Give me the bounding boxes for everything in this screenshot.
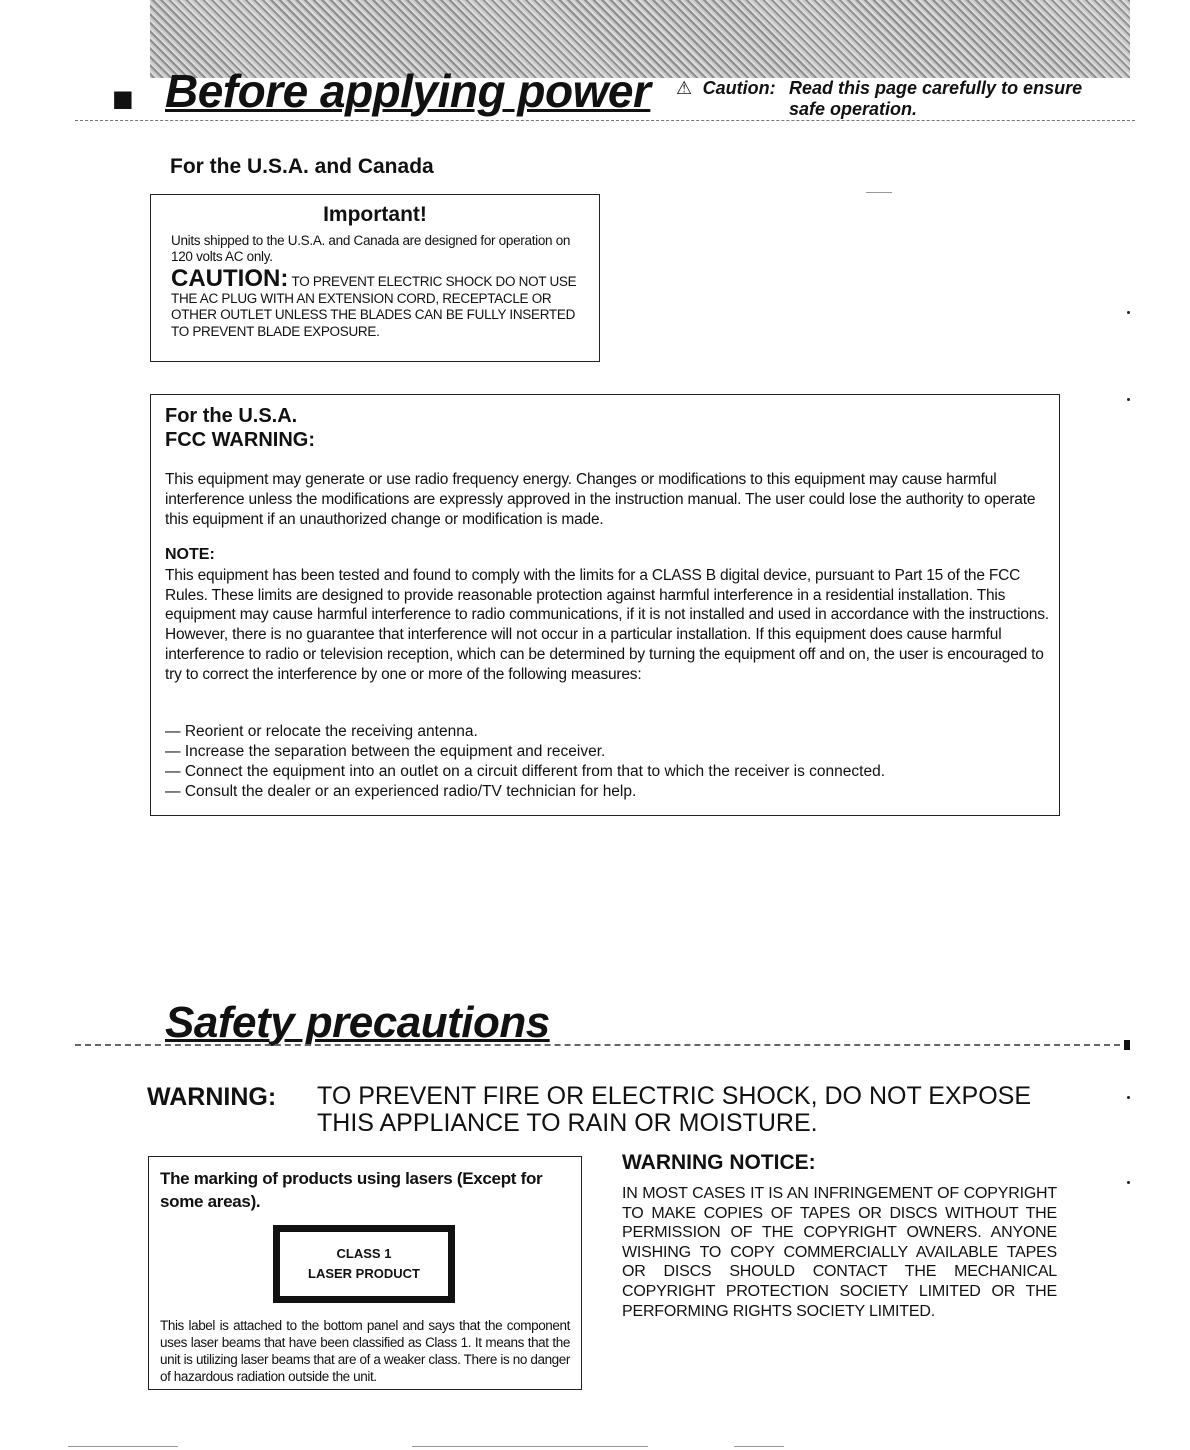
fcc-warning-heading: FCC WARNING:: [165, 429, 315, 451]
safety-title: Safety precautions: [165, 998, 550, 1047]
warning-text: TO PREVENT FIRE OR ELECTRIC SHOCK, DO NOT EXPOSE THIS APPLIANCE TO RAIN OR MOISTURE.: [317, 1082, 1032, 1137]
scan-dot: [1127, 311, 1130, 314]
caution-label: Caution:: [702, 78, 776, 98]
important-text: Units shipped to the U.S.A. and Canada are designed for operation on 120 volts AC only.: [171, 233, 571, 264]
laser-box: [148, 1156, 582, 1390]
note-heading: NOTE:: [165, 546, 215, 563]
warning-notice-heading: WARNING NOTICE:: [622, 1151, 816, 1174]
usa-canada-heading: For the U.S.A. and Canada: [170, 155, 434, 178]
fcc-region-heading: For the U.S.A.: [165, 405, 298, 427]
laser-class: CLASS 1: [336, 1246, 392, 1261]
scan-dot: [1127, 1096, 1130, 1099]
warning-label: WARNING:: [147, 1083, 277, 1111]
laser-description: This label is attached to the bottom panel and says that the component uses laser beams that have been classified as Class 1. It means that the unit is utilizing laser beams that are of a weaker class. There is no danger of hazardous radiation outside the unit.: [160, 1318, 570, 1384]
laser-product-label: [273, 1225, 455, 1303]
scan-dash: [734, 1446, 784, 1447]
measures-list: [165, 722, 1045, 802]
caution-text: TO PREVENT ELECTRIC SHOCK DO NOT USE THE AC PLUG WITH AN EXTENSION CORD, RECEPTACLE OR OTHER OUTLET UNLESS THE BLADES CAN BE FULLY INSERTED TO PREVENT BLADE EXPOSURE.: [171, 274, 577, 339]
note-text: This equipment has been tested and found to comply with the limits for a CLASS B digital device, pursuant to Part 15 of the FCC Rules. These limits are designed to provide reasonable protection against harmful interference in a residential installation. This equipment may cause harmful interference to radio communications, if it is not installed and used in accordance with the instructions. However, there is no guarantee that interference will not occur in a particular installation. If this equipment does cause harmful interference to radio or television reception, which can be determined by turning the equipment off and on, the user is encouraged to try to correct the interference by one or more of the following measures:: [165, 567, 1049, 683]
page-marker: ■: [112, 78, 134, 119]
list-item: — Reorient or relocate the receiving antenna.: [165, 722, 1045, 742]
fcc-paragraph: This equipment may generate or use radio frequency energy. Changes or modifications to this equipment may cause harmful interference unless the modifications are expressly approved in the instruction manual. The user could lose the authority to operate this equipment if an unauthorized change or modification is made.: [165, 471, 1036, 528]
scan-dot: [1127, 1181, 1130, 1184]
header-rule: [75, 120, 1135, 121]
laser-title: The marking of products using lasers (Except for some areas).: [160, 1169, 543, 1211]
caution-paragraph: [171, 265, 591, 340]
list-item: — Increase the separation between the equipment and receiver.: [165, 742, 1045, 762]
list-item: — Connect the equipment into an outlet on a circuit different from that to which the receiver is connected.: [165, 762, 1045, 782]
scan-dash: [866, 192, 892, 193]
scan-dot: [1127, 398, 1130, 401]
important-title: Important!: [323, 203, 427, 226]
header-caution: [676, 78, 1096, 119]
rule-end-mark: [1124, 1040, 1130, 1050]
important-box: [150, 194, 600, 362]
safety-rule: [75, 1044, 1130, 1046]
scan-dash: [412, 1446, 648, 1447]
laser-product-text: LASER PRODUCT: [308, 1266, 420, 1281]
page-title: Before applying power: [165, 65, 651, 117]
warning-triangle-icon: ⚠: [676, 78, 693, 98]
warning-notice-text: IN MOST CASES IT IS AN INFRINGEMENT OF COPYRIGHT TO MAKE COPIES OF TAPES OR DISCS WITHOUT THE PERMISSION OF THE COPYRIGHT OWNERS. ANYONE WISHING TO COPY COMMERCIALLY AVAILABLE TAPES OR DISCS SHOULD CONTACT THE MECHANICAL COPYRIGHT PROTECTION SOCIETY LIMITED OR THE PERFORMING RIGHTS SOCIETY LIMITED.: [622, 1185, 1057, 1320]
scan-dash: [68, 1446, 178, 1447]
list-item: — Consult the dealer or an experienced radio/TV technician for help.: [165, 782, 1045, 802]
caution-heading: CAUTION:: [171, 265, 289, 292]
caution-message: Read this page carefully to ensure safe operation.: [789, 78, 1083, 119]
fcc-warning-box: [150, 394, 1060, 816]
